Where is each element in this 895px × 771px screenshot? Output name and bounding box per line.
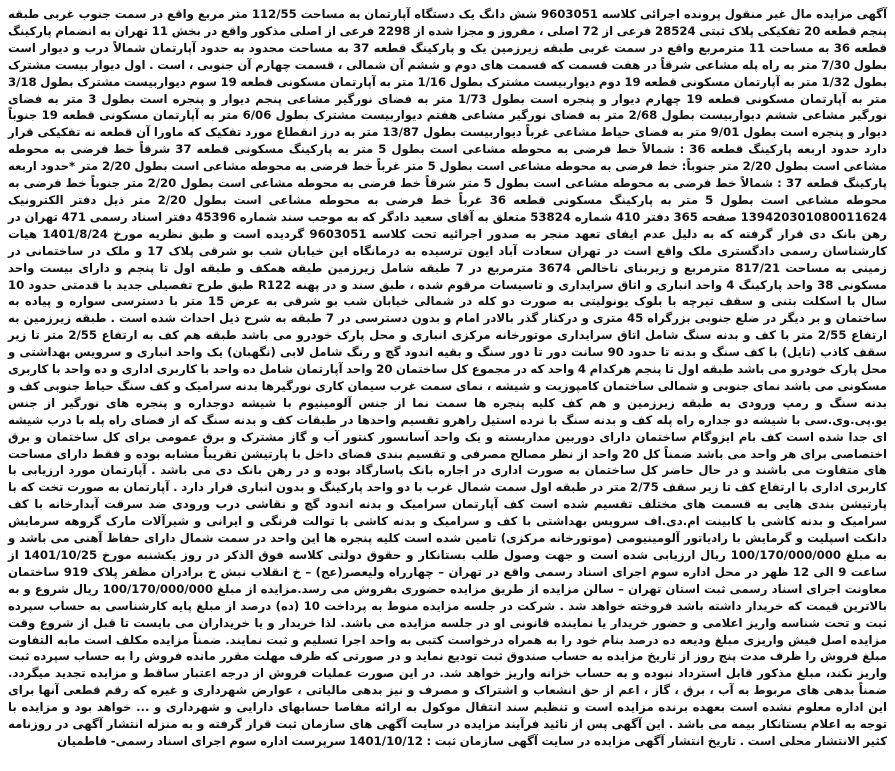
auction-notice-body: آگهی مزایده مال غیر منقول پرونده اجرائی کلاسه 9603051 شش دانگ یک دستگاه آپارتمان به مساحت 112/55 متر مربع واقع در سمت جنوب غربی طبقه پنجم قطعه 20 تفکیکی پلاک ثبتی 28524 فرعی از 72 اصلی ، مفروز و مجزا شده از 2298 فرعی از اصلی مذکور واقع در بخش 11 تهران به انضمام پارکینگ قطعه 36 به مساحت 11 مترمربع واقع در سمت غربی طبقه زیرزمین یک و پارکینگ قطعه 37 به مساحت محدود به حدود آپارتمان شمالاً درب و دیوار است بطول 7/30 متر به راه پله مشاعی شرقاً در هفت قسمت که قسمت های دوم و ششم آن شمالی ، قسمت چهارم آن جنوبی ، است . اول دیوار بیست مشترک بطول 1/32 متر به آپارتمان مسکونی قطعه 19 دوم دیواربیست مشترک بطول 1/16 متر به آپارتمان مسکونی قطعه 19 سوم دیواربیست مشترک بطول 3/18 متر به آپارتمان مسکونی قطعه 19 چهارم دیوار و پنجره است بطول 1/73 متر به فضای نورگیر مشاعی پنجم دیوار و پنجره است بطول 3 متر به فضای نورگیر مشاعی ششم دیواربیست بطول 2/68 متر به فضای نورگیر مشاعی هفتم دیواربیست مشترک بطول 6/06 متر به آپارتمان مسکونی قطعه 19 جنوباً دیوار و پنجره است بطول 9/01 متر به فضای حیاط مشاعی غرباً دیواربیست بطول 13/87 متر به درز انقطاع مورد تفکیک که ماورا آن قطعه نه تفکیکی قرار دارد حدود اربعه پارکینگ قطعه 36 : شمالاً خط فرضی به محوطه مشاعی است بطول 5 متر به پارکینگ مسکونی قطعه 37 شرقاً خط فرضی به محوطه مشاعی است بطول 2/20 متر جنوباً: خط فرضی به محوطه مشاعی است بطول 5 متر غرباً خط فرضی به محوطه مشاعی است بطول 2/20 متر *حدود اربعه پارکینگ قطعه 37 : شمالاً خط فرضی به محوطه مشاعی است بطول 5 متر شرقاً خط فرضی به محوطه مشاعی است بطول 2/20 متر جنوباً خط فرضی به محوطه مشاعی است بطول 5 متر به پارکینگ مسکونی قطعه 36 غرباً خط فرضی به محوطه مشاعی است بطول 2/20 متر ذیل دفتر الکترونیک 139420301080011624 صفحه 365 دفتر 410 شماره 53824 متعلق به آقای سعید دادگر که به موجب سند شماره 45396 دفتر اسناد رسمی 471 تهران در رهن بانک دی قرار گرفته که به دلیل عدم ایفای تعهد منجر به صدور اجرائیه تحت کلاسه 9603051 گردیده است و طبق نظریه مورخ 1401/8/24 هیات کارشناسان رسمی دادگستری ملک واقع است در تهران سعادت آباد ایون ترسیده به درمانگاه این خیابان شب بو شرقی پلاک 17 و ملک در ساختمانی در زمینی به مساحت 817/21 مترمربع و زیربنای ناخالص 3674 مترمربع در 7 طبقه شامل زیرزمین طبقه همکف و طبقه اول تا پنجم و دارای بیست واحد مسکونی 38 واحد پارکینگ 4 واحد انباری و اتاق سرایداری و تاسیسات مرقوم شده ، طبق سند و در پهنه R122 طبق طرح تفصیلی جدید با قدمتی حدود 10 سال با اسکلت بتنی و سقف تیرچه با بلوک یونولیتی به صورت دو کله در شمالی خیابان شب بو شرقی به عرض 15 متر با دسترسی سواره و پیاده به ساختمان و بر دیگر در ضلع جنوبی بزرگراه 45 متری و درکنار گذر بالادر امام و بدون دسترسی در 7 طبقه به شرح ذیل احداث شده است . طبقه زیرزمین به ارتفاع 2/55 متر با کف و بدنه سنگ شامل اتاق سرایداری موتورخانه مرکزی انباری و محل پارک خودرو می باشد طبقه هم کف به ارتفاع 2/55 متر تا زیر سقف کاذب (تایل) با کف سنگ و بدنه تا حدود 90 سانت دور تا دور سنگ و بقیه اندود گچ و رنگ شامل لابی (نگهبان) یک واحد انباری و سرویس بهداشتی و محل پارک خودرو می باشد طبقه اول تا پنجم هرکدام 4 واحد که در مجموع کل ساختمان 20 واحد آپارتمان شامل ده واحد با کاربری اداری و ده واحد با کاربری مسکونی می باشد نمای جنوبی و شمالی ساختمان کامپوزیت و شیشه ، نمای سمت غرب سیمان کاری نورگیرها بدنه سرامیک و کف سنگ حیاط جنوبی کف و بدنه سنگ و رمپ ورودی به طبقه زیرزمین و هم کف کلیه پنجره ها سمت نما از جنس آلومینیوم با شیشه دوجداره و پنجره های نورگیر از جنس یو.پی.وی.سی با شیشه دو جداره راه پله کف و بدنه سنگ با نرده استیل راهرو تقسیم واحدها در طبقات کف و بدنه سنگ که از فضای راه پله با درب شیشه ای جدا شده است کف بام ایزوگام ساختمان دارای دوربین مداربسته و یک واحد آسانسور کنتور آب و گاز مشترک و برق عمومی برای کل ساختمان و برق اختصاصی برای هر واحد می باشد ضمناً کل 20 واحد از نظر مصالح مصرفی و تقسیم بندی فضای داخل با پارتیشن تقریباً مشابه بوده و فقط دارای مساحت های متفاوت می باشند و در حال حاضر کل ساختمان به صورت اداری در اجاره بانک پاسارگاد بوده و در رهن بانک دی می باشد . آپارتمان مورد ارزیابی با کاربری اداری با ارتفاع کف تا زیر سقف 2/75 متر در طبقه اول سمت شمال غرب با دو واحد پارکینگ و بدون انباری قرار دارد . آپارتمان به صورت تخت که با پارتیشن بندی هایی به قسمت های مختلف تقسیم شده است کف آپارتمان سرامیک و بدنه اندود گچ و نقاشی درب ورودی ضد سرقت آبدارخانه با کف سرامیک و بدنه کاشی با کابینت ام.دی.اف سرویس بهداشتی با کف و سرامیک و بدنه کاشی با توالت فرنگی و ایرانی و شیرآلات مارک گروهه سرمایش دانکت اسپلیت و گرمایش با رادیاتور آلومینیومی (موتورخانه مرکزی) تامین شده است کلیه پنجره ها این واحد در سمت شمال دارای حفاظ آهنی می باشد و به مبلغ 100/170/000/000 ریال ارزیابی شده است و جهت وصول طلب بستانکار و حقوق دولتی کلاسه فوق الذکر در روز یکشنبه مورخ 1401/10/25 از ساعت 9 الی 12 ظهر در محل اداره سوم اجرای اسناد رسمی واقع در تهران – چهارراه ولیعصر(عج) – خ انقلاب نبش خ برادران مظفر پلاک 919 ساختمان معاونت اجرای اسناد رسمی ثبت استان تهران – سالن مزایده از طریق مزایده حضوری بفروش می رسد.مزایده از مبلغ 100/170/000/000 ریال شروع و به بالاترین قیمت که خریدار داشته باشد فروخته خواهد شد . شرکت در جلسه مزایده منوط به پرداخت 10 (ده) درصد از مبلغ پایه کارشناسی به حساب سپرده ثبت و تحت شناسه واریز اعلامی و حضور خریدار یا نماینده قانونی او در جلسه مزایده می باشد. لذا خریدار و یا خریداران می بایست تا قبل از شروع وقت مزایده اصل فیش واریزی مبلغ ودیعه ده درصد بنام خود را به همراه درخواست کتبی به واحد اجرا تسلیم و ثبت نمایند. ضمناً مزایده مکلف است مابه التفاوت مبلغ فروش را ظرف مدت پنج روز از تاریخ مزایده به حساب صندوق ثبت تودیع نماید و در صورتی که ظرف مهلت مقرر مانده فروش را به حساب سپرده ثبت واریز نکند، مبلغ مذکور قابل استرداد نبوده و به حساب خزانه واریز خواهد شد. در این صورت عملیات فروش از درجه اعتبار ساقط و مزایده تجدید میگردد. ضمناً بدهی های مربوط به آب ، برق ، گاز ، اعم از حق انشعاب و اشتراک و مصرف و نیز بدهی مالیاتی ، عوارض شهرداری و غیره که رقم قطعی آنها برای این اداره معلوم نشده است بعهده برنده مزایده است و تنظیم سند انتقال موکول به ارائه مفاصا حسابهای دارایی و شهرداری و ... خواهد بود و مزایده با توجه به اعلام بستانکار بیمه می باشد . این آگهی پس از تائید فرآیند مزایده در سایت آگهی های سازمان ثبت قرار گرفته و به منزله انتشار آگهی در روزنامه کثیر الانتشار محلی است . تاریخ انتشار آگهی مزایده در سایت آگهی سازمان ثبت : 1401/10/12 سرپرست اداره سوم اجرای اسناد رسمی- فاطمیان bbox=[8, 7, 888, 748]
